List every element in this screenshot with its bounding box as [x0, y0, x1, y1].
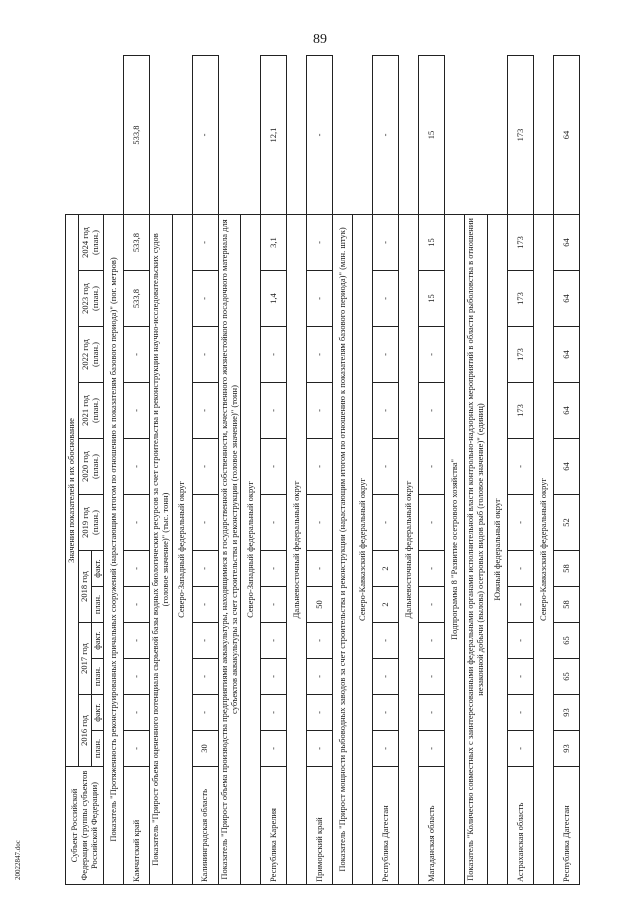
cell: - — [419, 383, 445, 439]
indicator-title: Показатель "Прирост мощности рыбоводных заводов за счет строительства и реконструкции (нарастающим итогом по отношению к показателям базового периода)" (млн. штук) — [333, 214, 353, 884]
indicator-title: Показатель "Протяженность реконструированных причальных сооружений (нарастающим итогом по отношению к показателям базового периода)" (пог. метров) — [104, 214, 124, 884]
cell: - — [192, 383, 218, 439]
district-title: Южный федеральный округ — [487, 214, 507, 884]
region-name: Магаданская область — [419, 767, 445, 885]
table-row — [553, 56, 579, 885]
cell: - — [507, 659, 533, 695]
cell: - — [192, 214, 218, 270]
cell: 64 — [553, 383, 579, 439]
region-name: Камчатский край — [124, 767, 150, 885]
cell: - — [307, 551, 333, 587]
cell: - — [124, 731, 150, 767]
rotated-content — [65, 55, 585, 885]
cell: - — [373, 495, 399, 551]
cell: 15 — [419, 56, 445, 215]
cell: - — [307, 695, 333, 731]
table-row — [261, 56, 287, 885]
year-header: 2018 год — [78, 551, 91, 623]
cell: - — [507, 495, 533, 551]
cell: - — [192, 623, 218, 659]
cell: - — [419, 731, 445, 767]
cell: - — [307, 623, 333, 659]
cell: 64 — [553, 214, 579, 270]
cell: - — [307, 271, 333, 327]
district-title: Северо-Кавказский федеральный округ — [353, 214, 373, 884]
cell: - — [507, 439, 533, 495]
year-header: 2024 год (план.) — [78, 214, 104, 270]
fact-header: факт. — [91, 623, 104, 659]
cell: - — [419, 695, 445, 731]
cell: - — [373, 271, 399, 327]
cell: 64 — [553, 271, 579, 327]
cell: - — [192, 56, 218, 215]
cell: 1,4 — [261, 271, 287, 327]
cell: 2 — [373, 587, 399, 623]
footer-doc-id — [14, 770, 164, 880]
plan-header: план. — [91, 731, 104, 767]
cell: - — [419, 623, 445, 659]
fact-header: факт. — [91, 551, 104, 587]
cell: - — [192, 551, 218, 587]
cell: - — [373, 214, 399, 270]
cell: - — [307, 214, 333, 270]
cell: - — [373, 383, 399, 439]
cell: - — [124, 623, 150, 659]
year-header: 2022 год (план.) — [78, 327, 104, 383]
cell: - — [192, 439, 218, 495]
cell: 50 — [307, 587, 333, 623]
cell: - — [307, 383, 333, 439]
cell: - — [124, 439, 150, 495]
cell: 3,1 — [261, 214, 287, 270]
year-header: 2021 год (план.) — [78, 383, 104, 439]
cell: 533,8 — [124, 271, 150, 327]
footer-text: 20022847.doc — [14, 840, 22, 880]
cell: - — [124, 383, 150, 439]
cell: 93 — [553, 695, 579, 731]
district-title: Дальневосточный федеральный округ — [287, 214, 307, 884]
cell: 52 — [553, 495, 579, 551]
cell: - — [419, 551, 445, 587]
cell: - — [373, 327, 399, 383]
cell: - — [307, 495, 333, 551]
cell: 533,8 — [124, 56, 150, 215]
cell: - — [261, 587, 287, 623]
table-row — [507, 56, 533, 885]
table-row — [124, 56, 150, 885]
cell: 173 — [507, 56, 533, 215]
cell: - — [419, 495, 445, 551]
cell: - — [307, 56, 333, 215]
cell: 65 — [553, 623, 579, 659]
cell: 58 — [553, 587, 579, 623]
cell: - — [261, 623, 287, 659]
cell: - — [192, 695, 218, 731]
cell: - — [307, 659, 333, 695]
rotated-table-area — [65, 55, 585, 885]
cell: 173 — [507, 214, 533, 270]
cell: - — [507, 695, 533, 731]
region-name: Калининградская область — [192, 767, 218, 885]
cell: - — [507, 551, 533, 587]
cell: - — [124, 695, 150, 731]
cell: - — [261, 383, 287, 439]
table-header — [66, 56, 104, 885]
plan-header: план. — [91, 659, 104, 695]
cell: 15 — [419, 214, 445, 270]
region-name: Приморский край — [307, 767, 333, 885]
cell: - — [373, 659, 399, 695]
fact-header: факт. — [91, 695, 104, 731]
cell: - — [124, 551, 150, 587]
cell: 64 — [553, 56, 579, 215]
cell: - — [192, 327, 218, 383]
cell: 173 — [507, 327, 533, 383]
cell: - — [419, 327, 445, 383]
cell: - — [307, 439, 333, 495]
page-number: 89 — [313, 32, 327, 47]
cell: - — [261, 439, 287, 495]
cell: - — [307, 327, 333, 383]
district-title: Северо-Западный федеральный округ — [241, 214, 261, 884]
cell: 15 — [419, 271, 445, 327]
table-row — [373, 56, 399, 885]
cell: - — [124, 327, 150, 383]
indicator-title: Показатель "Прирост объема производства предприятиями аквакультуры, находящимися в государственной собственности, качественного жизнестойкого посадочного материала для субъектов аквакультуры за счет строительства и реконструкции (головое значение)" (тонн) — [218, 214, 241, 884]
subject-header: Субъект Российской Федерации (группы субъектов Российской Федерации) — [66, 767, 104, 885]
cell: - — [507, 623, 533, 659]
cell: - — [192, 659, 218, 695]
cell: - — [124, 495, 150, 551]
year-header: 2017 год — [78, 623, 91, 695]
year-header: 2020 год (план.) — [78, 439, 104, 495]
year-header: 2019 год (план.) — [78, 495, 104, 551]
cell: - — [261, 551, 287, 587]
cell: - — [507, 731, 533, 767]
cell: - — [192, 271, 218, 327]
cell: - — [373, 439, 399, 495]
cell: - — [261, 695, 287, 731]
cell: - — [192, 587, 218, 623]
cell: - — [261, 731, 287, 767]
cell: - — [419, 659, 445, 695]
cell: - — [261, 495, 287, 551]
cell: - — [507, 587, 533, 623]
year-header: 2016 год — [78, 695, 91, 767]
cell: 58 — [553, 551, 579, 587]
cell: 64 — [553, 439, 579, 495]
cell: - — [124, 659, 150, 695]
cell: 93 — [553, 731, 579, 767]
indicator-title: Показатель "Прирост объема оцененного потенциала сырьевой базы водных биологических ресурсов за счет строительства и реконструкции научно-исследовательских судов (головое значение)" (тыс. тонн) — [150, 214, 173, 884]
table-row — [192, 56, 218, 885]
cell: - — [192, 495, 218, 551]
cell: 12,1 — [261, 56, 287, 215]
cell: - — [373, 56, 399, 215]
cell: - — [419, 439, 445, 495]
indicator-title: Показатель "Количество совместных с заинтересованными федеральными органами исполнительной власти контрольно-надзорных мероприятий в области рыболовства в отношении незаконной добычи (вылова) осетровых видов рыб (головое значение)" (единиц) — [465, 214, 488, 884]
district-title: Северо-Кавказский федеральный округ — [533, 214, 553, 884]
cell: 173 — [507, 383, 533, 439]
subprogram-title: Подпрограмма 8 "Развитие осетрового хозяйства" — [445, 214, 465, 884]
cell: 65 — [553, 659, 579, 695]
cell: - — [373, 731, 399, 767]
cell: - — [373, 623, 399, 659]
cell: 533,8 — [124, 214, 150, 270]
cell: 2 — [373, 551, 399, 587]
district-title: Дальневосточный федеральный округ — [399, 214, 419, 884]
cell: 173 — [507, 271, 533, 327]
cell: - — [261, 327, 287, 383]
cell: 30 — [192, 731, 218, 767]
region-name: Республика Карелия — [261, 767, 287, 885]
region-name: Республика Дагестан — [373, 767, 399, 885]
values-group-header: Значения показателей и их обоснование — [66, 214, 79, 766]
table-row — [307, 56, 333, 885]
cell: - — [124, 587, 150, 623]
region-name: Республика Дагестан — [553, 767, 579, 885]
cell: - — [419, 587, 445, 623]
cell: - — [261, 659, 287, 695]
cell: - — [307, 731, 333, 767]
plan-header: план. — [91, 587, 104, 623]
cell: - — [373, 695, 399, 731]
cell: 64 — [553, 327, 579, 383]
year-header: 2023 год (план.) — [78, 271, 104, 327]
region-name: Астраханская область — [507, 767, 533, 885]
table-row — [419, 56, 445, 885]
district-title: Северо-Западный федеральный округ — [172, 214, 192, 884]
indicators-table — [65, 55, 580, 885]
